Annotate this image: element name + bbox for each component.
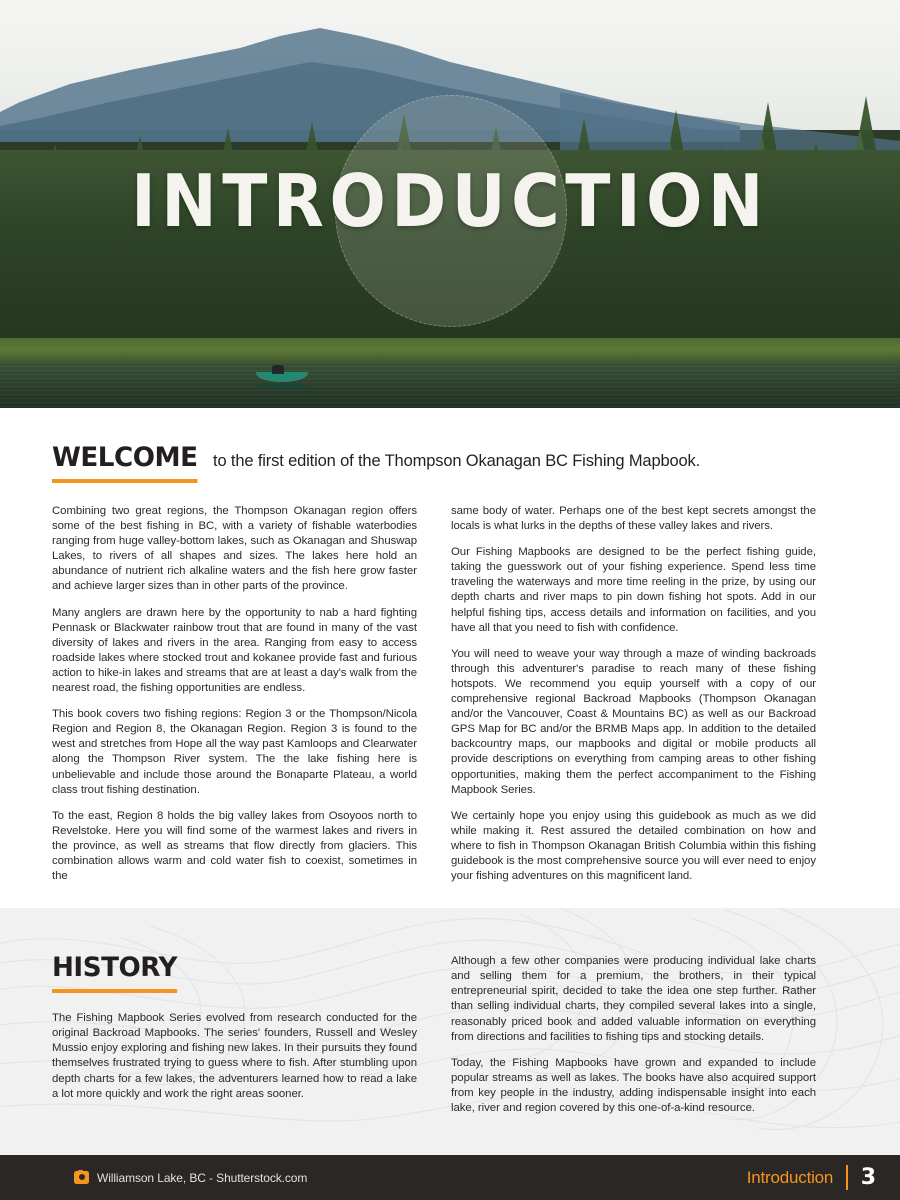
welcome-heading bbox=[52, 442, 848, 483]
welcome-columns bbox=[52, 504, 848, 884]
paragraph: The Fishing Mapbook Series evolved from research conducted for the original Backroad Mapbooks. The series' founders, Russell and Wesley Mussio enjoy exploring and fishing new lakes. In their pursuits they found themselves frustrated trying to guess where to fish. After stumbling upon depth charts for a few lakes, the adventurers learned how to read a lake a lot more quickly and work the right areas sooner. bbox=[52, 1012, 417, 1100]
history-heading: HISTORY bbox=[52, 952, 177, 993]
paragraph: same body of water. Perhaps one of the best kept secrets amongst the locals is what lurks in the depths of these valley lakes and rivers. bbox=[451, 505, 816, 533]
photo-credit bbox=[74, 1171, 307, 1185]
paragraph: We certainly hope you enjoy using this guidebook as much as we did while making it. Rest assured the detailed combination on how and where to fish in Thompson Okanagan British Columbia within this fishing guidebook is the most comprehensive source you will ever need to enjoy your fishing adventures on this magnificent land. bbox=[451, 809, 816, 883]
camera-icon bbox=[74, 1171, 89, 1184]
footer-section-label: Introduction bbox=[746, 1167, 834, 1187]
welcome-section bbox=[0, 408, 900, 884]
page-number: 3 bbox=[860, 1165, 876, 1190]
history-column-left bbox=[52, 952, 417, 1116]
hero-banner bbox=[0, 0, 900, 408]
shoreline-shrubs bbox=[0, 338, 900, 364]
paragraph: To the east, Region 8 holds the big valley lakes from Osoyoos north to Revelstoke. Here you will find some of the warmest lakes and rivers in the province, as well as streams that flow directly from glaciers. This combination allows warm and cold water fish to coexist, sometimes in the bbox=[52, 809, 417, 883]
history-section bbox=[0, 908, 900, 1156]
canoe-reflection bbox=[258, 382, 306, 389]
paragraph: Although a few other companies were producing individual lake charts and selling them for a premium, the brothers, in their typical entrepreneurial spirit, decided to take the idea one step further. Rather than selling individual charts, they compiled several lakes into a single, reasonably priced book and added valuable information on everything from directions and facilities to fishing tips and stocking details. bbox=[451, 955, 816, 1043]
water-reflection bbox=[0, 362, 900, 408]
welcome-column-left bbox=[52, 504, 417, 884]
page-indicator bbox=[747, 1165, 876, 1190]
welcome-subtitle: to the first edition of the Thompson Okanagan BC Fishing Mapbook. bbox=[213, 452, 701, 470]
paragraph: Today, the Fishing Mapbooks have grown and expanded to include popular streams as well as lakes. The books have also acquired support from key people in the industry, adding indispensable insight into each lake, river and region covered by this one-of-a-kind resource. bbox=[451, 1056, 816, 1114]
paragraph: This book covers two fishing regions: Region 3 or the Thompson/Nicola Region and Region 8, the Okanagan Region. Region 3 is found to the west and stretches from Hope all the way past Kamloops and Clearwater along the Thompson River system. The the lake fishing here is unbelievable and include those around the Bonaparte Plateau, a world class trout fishing destination. bbox=[52, 708, 417, 796]
paragraph: Combining two great regions, the Thompson Okanagan region offers some of the best fishing in BC, with a variety of fishable waterbodies ranging from huge valley-bottom lakes, such as Okanagan and Shuswap Lakes, to rivers of all shapes and sizes. The lakes here hold an abundance of nutrient rich alkaline waters and the fish here grow faster and achieve larger sizes than in other parts of the province. bbox=[52, 505, 417, 593]
page-title: INTRODUCTION bbox=[131, 159, 769, 243]
paddler bbox=[272, 365, 284, 374]
photo-credit-text: Williamson Lake, BC - Shutterstock.com bbox=[97, 1170, 308, 1185]
paragraph: Our Fishing Mapbooks are designed to be the perfect fishing guide, taking the guesswork out of your fishing experience. Spend less time traveling the waterways and more time reeling in the prize, by using our depth charts and river maps to pin down fishing hot spots. Add in our helpful fishing tips, access details and information on facilities, and you have all that you need to fish with confidence. bbox=[451, 546, 816, 634]
history-column-right bbox=[451, 952, 816, 1116]
paragraph: You will need to weave your way through a maze of winding backroads through this adventurer's paradise to reach many of these fishing hotspots. We recommend you equip yourself with a copy of our comprehensive regional Backroad Mapbooks (Thompson Okanagan and/or the Vancouver, Coast & Mountains BC) as well as our Backroad GPS Map for BC and/or the BRMB Maps app. In addition to the detailed backcountry maps, our mapbooks and digital or mobile products all provide descriptions on everything from camping areas to other fishing opportunities, making them the perfect accompaniment to the Fishing Mapbook Series. bbox=[451, 647, 816, 796]
footer-divider bbox=[846, 1165, 848, 1190]
welcome-kicker: WELCOME bbox=[52, 442, 198, 483]
paragraph: Many anglers are drawn here by the opportunity to nab a hard fighting Pennask or Blackwater rainbow trout that are found in many of the vast diversity of lakes and rivers in the area. Ranging from easy to access roadside lakes where stocked trout and kokanee provide fast and furious action to hike-in lakes and streams that are at least a day's walk from the nearest road, the fishing opportunities are endless. bbox=[52, 606, 417, 695]
welcome-column-right bbox=[451, 504, 816, 884]
page-footer bbox=[0, 1155, 900, 1200]
